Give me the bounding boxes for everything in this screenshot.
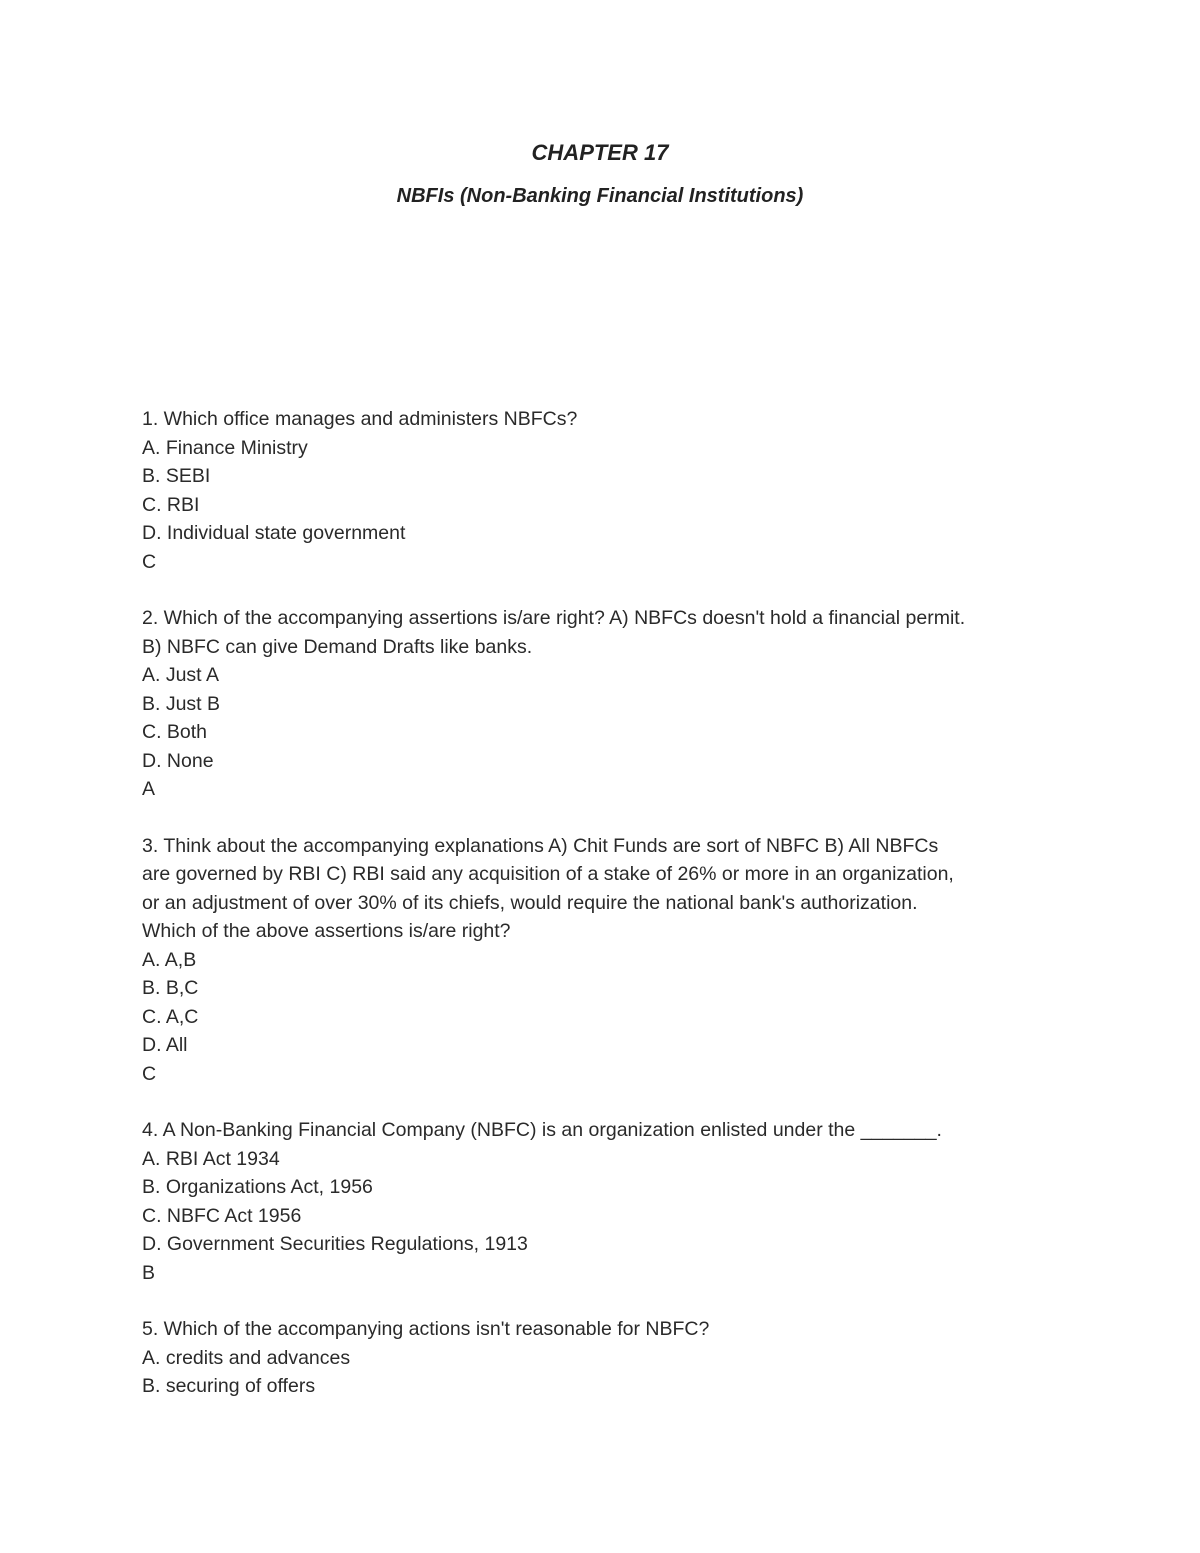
answer-option: C. Both: [142, 721, 208, 743]
answer-option: B. securing of offers: [142, 1375, 316, 1397]
answer-option: A. Finance Ministry: [142, 436, 308, 459]
answer-option: D. Government Securities Regulations, 1913: [142, 1233, 528, 1255]
answer-option: A. A,B: [142, 948, 197, 971]
answer-option: A. RBI Act 1934: [142, 1147, 280, 1170]
answer-option: C. NBFC Act 1956: [142, 1204, 302, 1227]
correct-answer: C: [142, 550, 157, 573]
answer-option: B. SEBI: [142, 465, 211, 487]
correct-answer: A: [142, 778, 156, 800]
question-text: 5. Which of the accompanying actions isn't reasonable for NBFC?: [142, 1318, 710, 1340]
answer-option: B. Organizations Act, 1956: [142, 1176, 373, 1198]
question-text: Which of the above assertions is/are right?: [142, 920, 511, 942]
answer-option: D. All: [142, 1034, 188, 1056]
correct-answer: B: [142, 1261, 156, 1284]
question-text: B) NBFC can give Demand Drafts like banks.: [142, 635, 533, 658]
answer-option: A. Just A: [142, 664, 219, 686]
question-text: 2. Which of the accompanying assertions is/are right? A) NBFCs doesn't hold a financial permit.: [142, 607, 966, 629]
answer-option: C. A,C: [142, 1005, 199, 1028]
question-list: [142, 405, 1072, 1429]
question-block: [142, 832, 1072, 1089]
question-block: [142, 1315, 1072, 1401]
question-block: [142, 405, 1072, 576]
question-block: [142, 604, 1072, 804]
answer-option: D. None: [142, 749, 214, 772]
answer-option: D. Individual state government: [142, 522, 406, 544]
question-text: 4. A Non-Banking Financial Company (NBFC) is an organization enlisted under the _______.: [142, 1119, 942, 1141]
chapter-subtitle: NBFIs (Non-Banking Financial Institutions): [396, 185, 804, 207]
answer-option: A. credits and advances: [142, 1346, 351, 1369]
question-text: 3. Think about the accompanying explanations A) Chit Funds are sort of NBFC B) All NBFCs: [142, 834, 939, 857]
chapter-title: CHAPTER 17: [531, 140, 669, 165]
question-block: [142, 1116, 1072, 1287]
answer-option: B. Just B: [142, 692, 221, 715]
question-text: are governed by RBI C) RBI said any acquisition of a stake of 26% or more in an organization,: [142, 863, 954, 885]
question-text: or an adjustment of over 30% of its chiefs, would require the national bank's authorization.: [142, 891, 918, 914]
question-text: 1. Which office manages and administers NBFCs?: [142, 408, 578, 430]
answer-option: C. RBI: [142, 493, 200, 516]
answer-option: B. B,C: [142, 977, 199, 999]
correct-answer: C: [142, 1062, 157, 1085]
